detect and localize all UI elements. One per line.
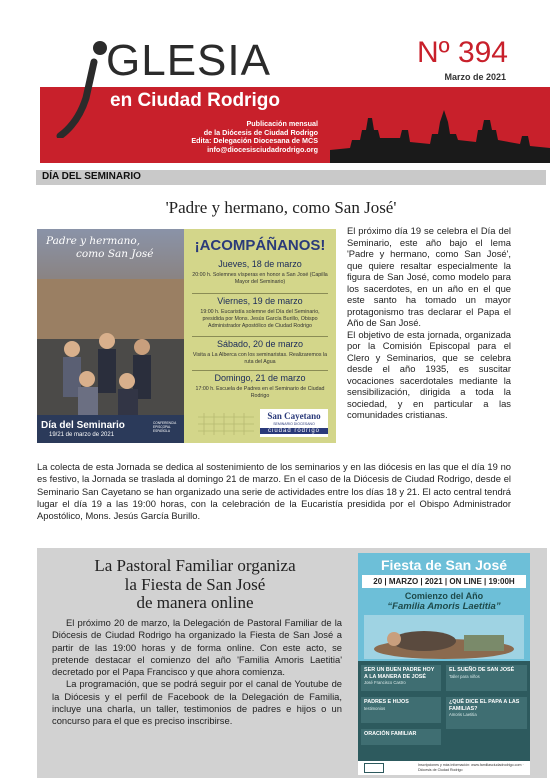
section-label: DÍA DEL SEMINARIO — [42, 171, 141, 182]
poster-hand-line: Padre y hermano, — [46, 235, 141, 247]
poster-dates: 19/21 de marzo de 2021 — [49, 432, 115, 438]
program-card-sub: José Francisco Castro — [364, 680, 406, 685]
program-card — [361, 665, 441, 691]
event-day: Sábado, 20 de marzo — [216, 339, 304, 349]
event-day: Domingo, 21 de marzo — [214, 373, 306, 383]
program-card-sub: testimonios — [364, 705, 386, 711]
article-full-paragraph: La colecta de esta Jornada se dedica al sostenimiento de los seminarios y en las diócesis en las que el día 19 no es festivo, la Jornada se traslada al domingo 21 de marzo. En el caso de la Diócesis de Ciudad Rodrigo, desde el Seminario San Cayetano se han organizado una serie de actividades entre los días 18 y 21. El acto central tendrá lugar el día 19 a las 19:00 horas, con la celebración de la Eucaristía presidida por el Obispo Administrador Apostólico, Mons. Jesús García Burillo. — [37, 461, 511, 522]
program-card — [446, 697, 527, 729]
fiesta-poster — [358, 553, 530, 775]
article-paragraph: El próximo día 19 se celebra el Día del Seminario, este año bajo el lema 'Padre y hermano, como San José', que quiere resaltar especialmente la figura de San José, como modelo para los sacerdotes, en un año en el que este santo ha tomado un mayor protagonismo tras declarar el Papa el Año de San José. — [347, 225, 511, 328]
fiesta-footer — [358, 761, 530, 775]
family-paragraph: La programación, que se podrá seguir por el canal de Youtube de la Diócesis y el perfil de Facebook de la Delegación de Familia, incluye una charla, un taller, testimonios de padres e hijos o un concurso para el que es preciso inscribirse. — [52, 678, 342, 727]
event-text: Visita a La Alberca con los seminaristas. Realizaremos la ruta del Agua — [192, 352, 328, 365]
sleeping-joseph-icon — [364, 615, 524, 659]
article-column — [347, 225, 511, 421]
pub-email: info@diocesisciudadrodrigo.org — [207, 144, 318, 154]
event-text: 19:00 h. Eucaristía solemne del Día del Seminario, presidida por Mons. Jesús García Burillo, Obispo Administrador Apostólico de Ciudad Rodrigo — [200, 309, 320, 329]
article-paragraph: El objetivo de esta jornada, organizada por la Comisión Episcopal para el Clero y Seminarios, que se celebra desde el año 1935, es suscitar vocaciones sacerdotales mediante la sensibilización, dirigida a toda la sociedad, y en particular a las comunidades cristianas. — [347, 328, 511, 420]
diocese-logo-icon — [364, 763, 384, 773]
fiesta-poster-title: Fiesta de San José — [380, 557, 508, 573]
san-cayetano-sub: SEMINARIO DIOCESANO — [273, 422, 315, 426]
fiesta-datebar: 20 | MARZO | 2021 | ON LINE | 19:00H — [362, 575, 526, 588]
fiesta-program-grid — [358, 661, 530, 761]
pub-line: de la Diócesis de Ciudad Rodrigo — [203, 127, 318, 137]
family-paragraph: El próximo 20 de marzo, la Delegación de Pastoral Familiar de la Diócesis de Ciudad Rodrigo ha organizado la Fiesta de San José a partir de las 19:00 horas y de forma online. Con este acto, se pretende destacar el comienzo del año 'Familia Amoris Laetitia' decretado por el Papa Francisco y que ahora comienza. — [52, 617, 342, 678]
family-article-title — [60, 557, 330, 613]
event-day: Jueves, 18 de marzo — [218, 259, 302, 269]
program-card-title: ¿QUÉ DICE EL PAPA A LAS FAMILIAS? — [449, 699, 520, 712]
masthead — [0, 0, 550, 170]
poster-schedule — [184, 229, 336, 443]
poster-handwritten-title — [46, 235, 182, 261]
program-card — [361, 729, 441, 745]
article-headline: 'Padre y hermano, como San José' — [165, 198, 397, 217]
family-article-text — [52, 617, 342, 728]
san-cayetano-logo — [260, 409, 328, 437]
group-photo-icon — [37, 229, 184, 443]
event-day: Viernes, 19 de marzo — [217, 296, 303, 306]
issue-date: Marzo de 2021 — [444, 72, 506, 82]
issue-number: Nº 394 — [416, 36, 508, 69]
fiesta-comienzo: Comienzo del Año — [404, 591, 484, 601]
program-card — [361, 697, 441, 723]
fiesta-footer-text: Inscripciones y más información: www.familiasciudadrodrigo.com · Diócesis de Ciudad Rodrigo — [418, 763, 524, 772]
event-text: 20:00 h. Solemnes vísperas en honor a San José (Capilla Mayor del Seminario) — [192, 272, 328, 285]
seminarians-photo — [37, 229, 184, 443]
divider — [192, 370, 328, 371]
divider — [192, 293, 328, 294]
seminary-poster — [37, 229, 336, 443]
program-card-title: PADRES E HIJOS — [364, 699, 409, 705]
program-card-title: SER UN BUEN PADRE HOY A LA MANERA DE JOSÉ — [364, 667, 435, 680]
pub-line: Edita: Delegación Diocesana de MCS — [191, 136, 318, 146]
program-card — [446, 665, 527, 691]
program-card-sub: Amoris Laetitia — [449, 712, 477, 717]
masthead-subtitle: en Ciudad Rodrigo — [110, 90, 280, 111]
pub-line: Publicación mensual — [246, 119, 318, 128]
poster-hand-line: como San José — [76, 248, 154, 260]
fiesta-amoris: “Familia Amoris Laetitia” — [387, 601, 501, 612]
program-card-title: EL SUEÑO DE SAN JOSÉ — [449, 667, 515, 673]
poster-dia-label: Día del Seminario — [41, 420, 125, 431]
publication-info — [140, 120, 318, 154]
family-title-line: La Pastoral Familiar organiza — [94, 556, 296, 575]
event-text: 17:00 h. Escuela de Padres en el Seminario de Ciudad Rodrigo — [195, 386, 325, 399]
poster-heading: ¡ACOMPÁÑANOS! — [194, 237, 326, 254]
divider — [192, 336, 328, 337]
grid-graphic-icon — [198, 413, 254, 435]
program-card-sub: Taller para niños — [449, 673, 480, 679]
conference-logo: CONFERENCIA EPISCOPAL ESPAÑOLA — [153, 421, 177, 433]
family-title-line: la Fiesta de San José — [124, 574, 266, 594]
san-cayetano-city: ciudad rodrigo — [260, 428, 328, 434]
family-title-line: de manera online — [136, 593, 254, 612]
san-cayetano-name: San Cayetano — [267, 411, 321, 421]
program-card-title: ORACIÓN FAMILIAR — [364, 731, 417, 737]
masthead-title: GLESIA — [106, 36, 271, 85]
city-skyline-icon — [330, 100, 550, 163]
